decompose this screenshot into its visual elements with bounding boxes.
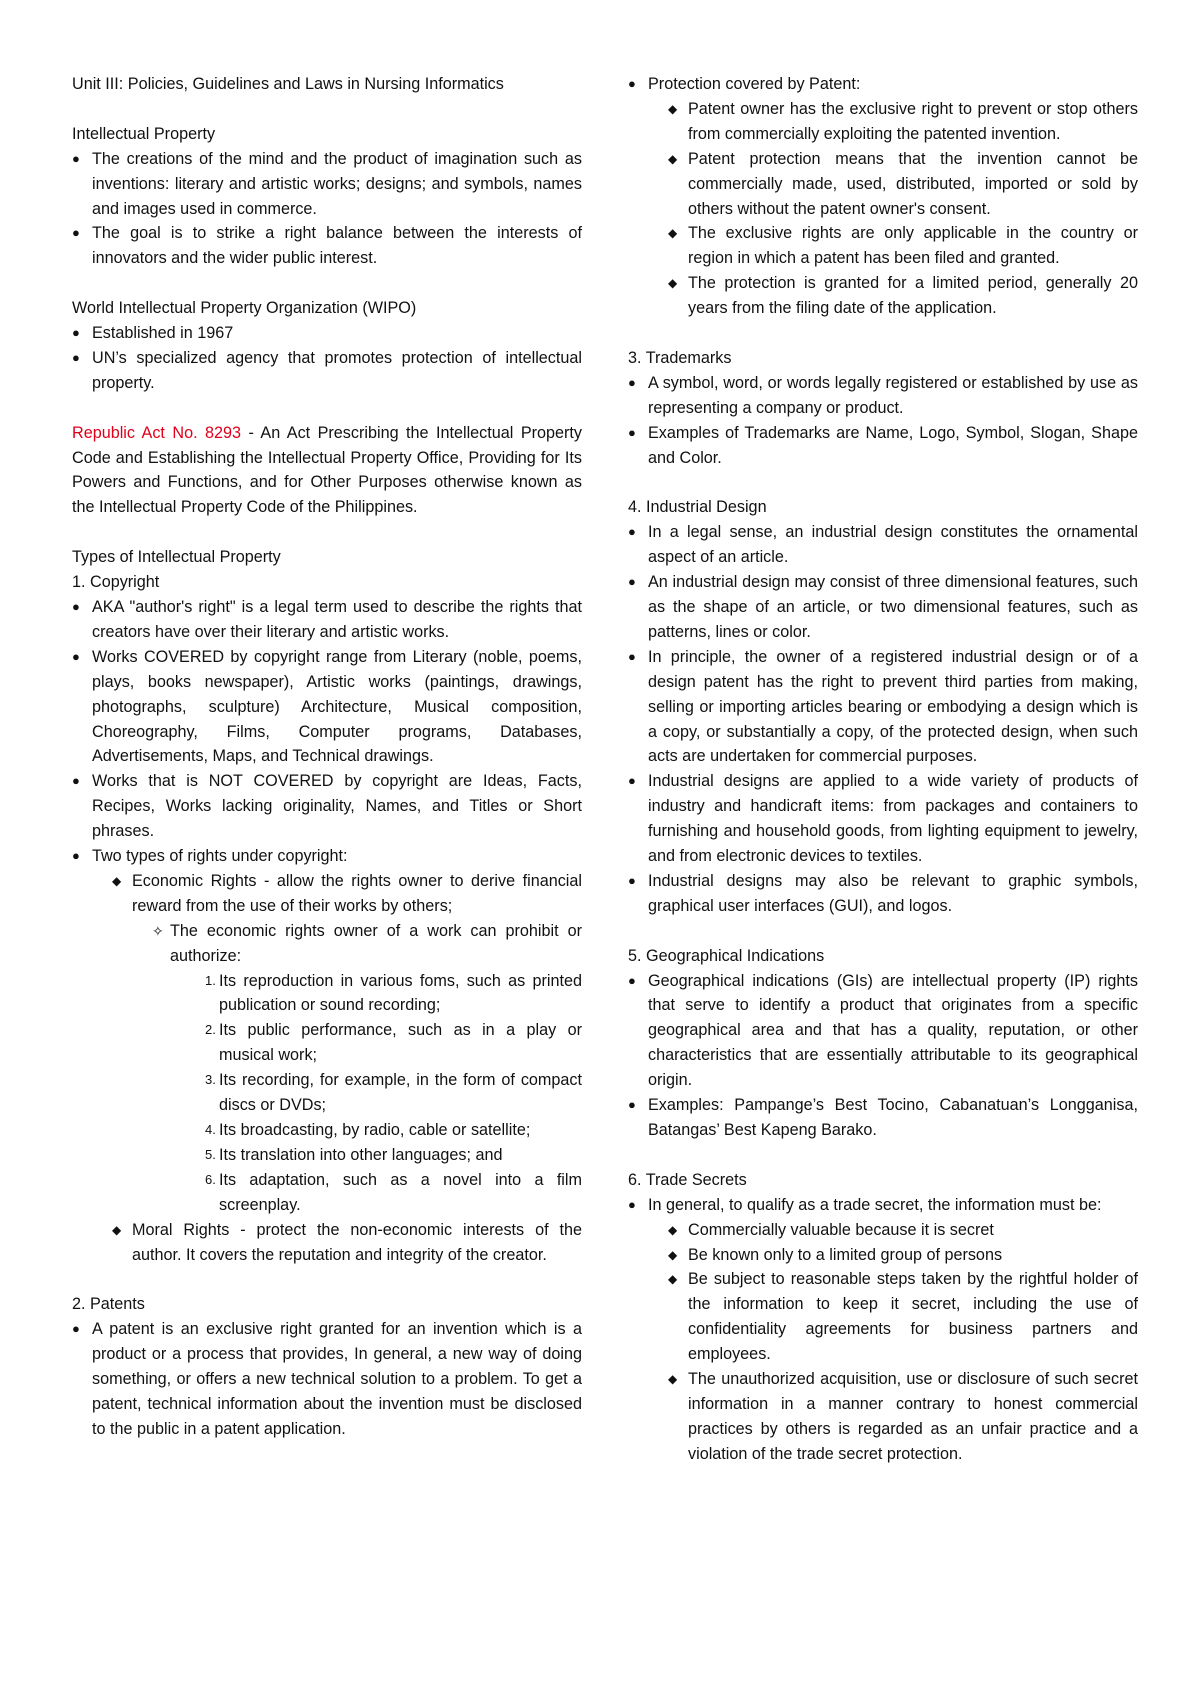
diamond-bullet-icon: ◆ (668, 151, 678, 166)
list-item: ● In principle, the owner of a registered industrial design or of a design patent has the right to prevent third parties from making, selling or importing articles bearing or embodying a design which is a copy, or substantially a copy, of the protected design, when such acts are undertaken for commercial purposes. (628, 645, 1138, 770)
diamond-bullet-icon: ◆ (668, 1372, 678, 1387)
trademarks-heading: 3. Trademarks (628, 348, 732, 367)
bullet-icon: ● (72, 225, 80, 241)
bullet-icon: ● (628, 648, 636, 664)
bullet-icon: ● (72, 349, 80, 365)
list-item: ● Works that is NOT COVERED by copyright are Ideas, Facts, Recipes, Works lacking originality, Names, and Titles or Short phrases. (72, 769, 582, 844)
list-item: ● Industrial designs are applied to a wide variety of products of industry and handicraft items: from packages and containers to furnishing and household goods, from lighting equipment to jewelry, and from electronic devices to textiles. (628, 769, 1138, 869)
list-item: ● The goal is to strike a right balance between the interests of innovators and the wider public interest. (72, 221, 582, 271)
list-item: ◆ The protection is granted for a limited period, generally 20 years from the filing date of the application. (668, 271, 1138, 321)
list-item: ● AKA "author's right" is a legal term used to describe the rights that creators have over their literary and artistic works. (72, 595, 582, 645)
list-item: ● Two types of rights under copyright: (72, 844, 582, 869)
bullet-icon: ● (72, 648, 80, 664)
bullet-icon: ● (72, 325, 80, 341)
list-item: ● A symbol, word, or words legally registered or established by use as representing a company or product. (628, 371, 1138, 421)
list-item: ● The creations of the mind and the product of imagination such as inventions: literary and artistic works; designs; and symbols, names and images used in commerce. (72, 147, 582, 222)
republic-act-paragraph (72, 421, 582, 521)
list-item: ● Industrial designs may also be relevant to graphic symbols, graphical user interfaces (GUI), and logos. (628, 869, 1138, 919)
bullet-icon: ● (628, 574, 636, 590)
list-item: ● Established in 1967 (72, 321, 582, 346)
numbered-item: 3. Its recording, for example, in the form of compact discs or DVDs; (205, 1071, 582, 1115)
bullet-icon: ● (72, 1321, 80, 1337)
patents-heading: 2. Patents (72, 1295, 145, 1314)
bullet-icon: ● (72, 848, 80, 864)
diamond-bullet-icon: ◆ (112, 873, 122, 888)
left-column (72, 72, 582, 1442)
bullet-icon: ● (628, 424, 636, 440)
bullet-icon: ● (628, 972, 636, 988)
bullet-icon: ● (628, 872, 636, 888)
diamond-bullet-icon: ◆ (112, 1222, 122, 1237)
list-item: ● Protection covered by Patent: (628, 72, 1138, 97)
outline-diamond-bullet-icon: ✧ (152, 922, 164, 939)
list-item: ● Examples of Trademarks are Name, Logo, Symbol, Slogan, Shape and Color. (628, 421, 1138, 471)
bullet-icon: ● (72, 598, 80, 614)
list-item: ◆ The unauthorized acquisition, use or disclosure of such secret information in a manner contrary to honest commercial practices by others is regarded as an unfair practice and a violation of the trade secret protection. (668, 1367, 1138, 1467)
document-title: Unit III: Policies, Guidelines and Laws in Nursing Informatics (72, 75, 504, 93)
numbered-item: 5. Its translation into other languages; and (205, 1145, 503, 1164)
industrial-design-heading: 4. Industrial Design (628, 498, 767, 517)
bullet-icon: ● (628, 1097, 636, 1113)
list-item: ● Examples: Pampange’s Best Tocino, Cabanatuan’s Longganisa, Batangas’ Best Kapeng Barako. (628, 1093, 1138, 1143)
list-item: ◆ Be subject to reasonable steps taken by the rightful holder of the information to keep it secret, including the use of confidentiality agreements for business partners and employees. (668, 1267, 1138, 1367)
list-item: ◆ The exclusive rights are only applicable in the country or region in which a patent has been filed and granted. (668, 221, 1138, 271)
numbered-item: 4. Its broadcasting, by radio, cable or satellite; (205, 1121, 531, 1139)
list-item: ◆ Moral Rights - protect the non-economic interests of the author. It covers the reputation and integrity of the creator. (112, 1218, 582, 1268)
right-column (628, 72, 1138, 1467)
list-item: ◆ Be known only to a limited group of persons (668, 1243, 1138, 1268)
diamond-bullet-icon: ◆ (668, 1222, 678, 1237)
diamond-bullet-icon: ◆ (668, 101, 678, 116)
geographical-indications-heading: 5. Geographical Indications (628, 946, 825, 965)
list-item: ● An industrial design may consist of three dimensional features, such as the shape of an article, or two dimensional features, such as patterns, lines or color. (628, 570, 1138, 645)
diamond-bullet-icon: ◆ (668, 226, 678, 241)
ip-heading: Intellectual Property (72, 124, 216, 143)
list-item: ● In a legal sense, an industrial design constitutes the ornamental aspect of an article. (628, 520, 1138, 570)
bullet-icon: ● (72, 150, 80, 166)
numbered-item: 2. Its public performance, such as in a play or musical work; (205, 1021, 582, 1065)
list-item: ◆ Patent protection means that the invention cannot be commercially made, used, distributed, imported or sold by others without the patent owner's consent. (668, 147, 1138, 222)
diamond-bullet-icon: ◆ (668, 1247, 678, 1262)
diamond-bullet-icon: ◆ (668, 276, 678, 291)
numbered-item: 1. Its reproduction in various foms, such as printed publication or sound recording; (205, 971, 582, 1015)
list-item: ● Works COVERED by copyright range from Literary (noble, poems, plays, books newspaper), Artistic works (paintings, drawings, photographs, sculpture) Architecture, Musical composition, Choreography, Films, Computer programs, Databases, Advertisements, Maps, and Technical drawings. (72, 645, 582, 770)
bullet-icon: ● (628, 1196, 636, 1212)
list-item: ✧ The economic rights owner of a work can prohibit or authorize: (152, 919, 582, 969)
list-item: ● Geographical indications (GIs) are intellectual property (IP) rights that serve to identify a product that originates from a specific geographical area and that has a quality, reputation, or other characteristics that are essentially attributable to its geographical origin. (628, 969, 1138, 1094)
bullet-icon: ● (628, 374, 636, 390)
trade-secrets-heading: 6. Trade Secrets (628, 1170, 747, 1189)
bullet-icon: ● (628, 524, 636, 540)
types-heading: Types of Intellectual Property (72, 548, 281, 567)
diamond-bullet-icon: ◆ (668, 1272, 678, 1287)
list-item: ◆ Economic Rights - allow the rights owner to derive financial reward from the use of their works by others; (112, 869, 582, 919)
bullet-icon: ● (628, 773, 636, 789)
republic-act-text: - An Act Prescribing the Intellectual Property Code and Establishing the Intellectual Property Office, Providing for Its Powers and Functions, and for Other Purposes otherwise known as the Intellectual Property Code of the Philippines. (72, 423, 582, 517)
list-item: ◆ Patent owner has the exclusive right to prevent or stop others from commercially exploiting the patented invention. (668, 97, 1138, 147)
list-item: ● A patent is an exclusive right granted for an invention which is a product or a process that provides, In general, a new way of doing something, or offers a new technical solution to a problem. To get a patent, technical information about the invention must be disclosed to the public in a patent application. (72, 1317, 582, 1442)
republic-act-label: Republic Act No. 8293 (72, 423, 242, 442)
list-item: ● In general, to qualify as a trade secret, the information must be: (628, 1193, 1138, 1218)
bullet-icon: ● (72, 773, 80, 789)
list-item: ● UN’s specialized agency that promotes protection of intellectual property. (72, 346, 582, 396)
copyright-heading: 1. Copyright (72, 573, 160, 592)
numbered-item: 6. Its adaptation, such as a novel into a film screenplay. (205, 1170, 582, 1214)
list-item: ◆ Commercially valuable because it is secret (668, 1218, 1138, 1243)
wipo-heading: World Intellectual Property Organization (WIPO) (72, 299, 417, 318)
bullet-icon: ● (628, 76, 636, 91)
